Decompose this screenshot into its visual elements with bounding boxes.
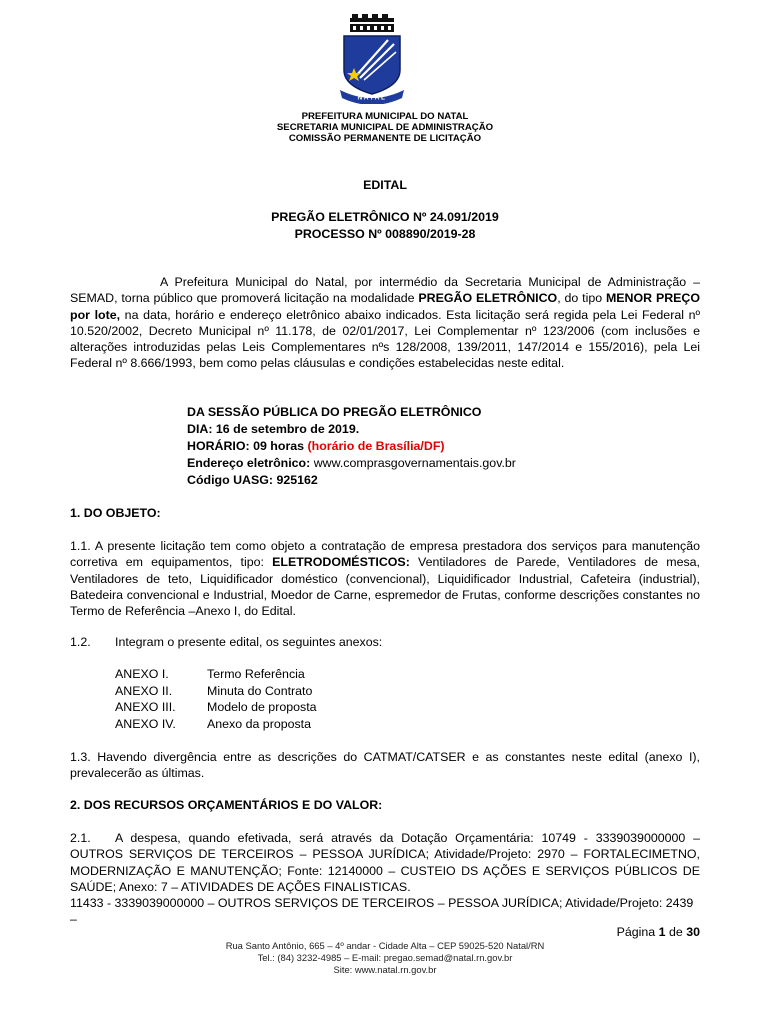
title-edital: EDITAL bbox=[363, 178, 407, 192]
coat-of-arms-icon bbox=[336, 14, 408, 104]
paragraph-1-2: 1.2. Integram o presente edital, os seguintes anexos: bbox=[70, 635, 383, 649]
header-secretaria: SECRETARIA MUNICIPAL DE ADMINISTRAÇÃO bbox=[276, 122, 494, 133]
list-item: ANEXO I. Termo Referência bbox=[115, 667, 305, 681]
intro-paragraph: A Prefeitura Municipal do Natal, por intermédio da Secretaria Municipal de Administração – SEMAD, torna público que promoverá licitação na modalidade PREGÃO ELETRÔNICO, do tipo MENOR PREÇO por lote, na data, horário e endereço eletrônico abaixo indicados. Esta licitação será regida pela Lei Federal nº 10.520/2002, Decreto Municipal nº 11.178, de 02/01/2017, Lei Complementar nº 123/2006 (com inclusões e alterações introduzidas pelas Leis Complementares nºs 128/2008, 139/2011, 147/2014 e 155/2016), pela Lei Federal nº 8.666/1993, bem como pelas cláusulas e condições estabelecidas neste edital. bbox=[70, 275, 701, 371]
session-horario: HORÁRIO: 09 horas (horário de Brasília/DF) bbox=[187, 439, 445, 453]
list-item: ANEXO II. Minuta do Contrato bbox=[115, 683, 313, 698]
paragraph-1-1: 1.1. A presente licitação tem como objeto a contratação de empresa prestadora dos serviços para manutenção corretiva em equipamentos, tipo: ELETRODOMÉSTICOS: Ventiladores de Parede, Ventiladores de mesa, Ventiladores de teto, Liquidificador doméstico (convencional), Liquidificador Industrial, Cafeteira (industrial), Batedeira convencional e Industrial, Moedor de Carne, espremedor de Frutas, conforme descrições constantes no Termo de Referência –Anexo I, do Edital. bbox=[70, 539, 700, 619]
footer-contact: Tel.: (84) 3232-4985 – E-mail: pregao.semad@natal.rn.gov.br bbox=[257, 952, 513, 963]
list-item: ANEXO IV. Anexo da proposta bbox=[115, 717, 312, 732]
document-footer bbox=[0, 940, 770, 976]
horario-note: (horário de Brasília/DF) bbox=[307, 439, 445, 453]
annex-list bbox=[115, 666, 317, 733]
footer-address: Rua Santo Antônio, 665 – 4º andar - Cidade Alta – CEP 59025-520 Natal/RN bbox=[225, 940, 545, 951]
session-heading: DA SESSÃO PÚBLICA DO PREGÃO ELETRÔNICO bbox=[187, 405, 482, 419]
header-prefeitura: PREFEITURA MUNICIPAL DO NATAL bbox=[301, 111, 469, 122]
session-dia: DIA: 16 de setembro de 2019. bbox=[187, 422, 360, 436]
title-pregao: PREGÃO ELETRÔNICO Nº 24.091/2019 bbox=[271, 210, 499, 224]
footer-site: Site: www.natal.rn.gov.br bbox=[333, 964, 437, 975]
page-number: Página 1 de 30 bbox=[616, 925, 700, 939]
session-endereco: Endereço eletrônico: www.comprasgovernamentais.gov.br bbox=[187, 456, 516, 470]
title-processo: PROCESSO Nº 008890/2019-28 bbox=[294, 227, 476, 241]
session-uasg: Código UASG: 925162 bbox=[187, 473, 318, 487]
document-header bbox=[0, 111, 770, 144]
section-1-heading: 1. DO OBJETO: bbox=[70, 506, 161, 520]
paragraph-2-1-continued: 11433 - 3339039000000 – OUTROS SERVIÇOS DE TERCEIROS – PESSOA JURÍDICA; Atividade/Projeto: 2439 – bbox=[70, 896, 694, 927]
list-item: ANEXO III. Modelo de proposta bbox=[115, 700, 317, 715]
section-2-heading: 2. DOS RECURSOS ORÇAMENTÁRIOS E DO VALOR: bbox=[70, 798, 383, 812]
crest-banner-text: NATAL bbox=[357, 94, 387, 102]
header-comissao: COMISSÃO PERMANENTE DE LICITAÇÃO bbox=[288, 133, 482, 144]
endereco-link[interactable]: www.comprasgovernamentais.gov.br bbox=[310, 456, 516, 470]
paragraph-1-3: 1.3. Havendo divergência entre as descrições do CATMAT/CATSER e as constantes neste edital (anexo I), prevalecerão as últimas. bbox=[70, 750, 700, 781]
natal-coat-of-arms-logo bbox=[336, 14, 408, 104]
session-block bbox=[187, 404, 516, 489]
paragraph-2-1: 2.1. A despesa, quando efetivada, será através da Dotação Orçamentária: 10749 - 3339039000000 – OUTROS SERVIÇOS DE TERCEIROS – PESSOA JURÍDICA; Atividade/Projeto: 2970 – FORTALECIMETNO, MODERNIZAÇÃO E MANUTENÇÃO; Fonte: 12140000 – CUSTEIO DS AÇÕES E SERVIÇOS PÚBLICOS DE SAÚDE; Anexo: 7 – ATIVIDADES DE AÇÕES FINALISTICAS. bbox=[70, 831, 700, 894]
